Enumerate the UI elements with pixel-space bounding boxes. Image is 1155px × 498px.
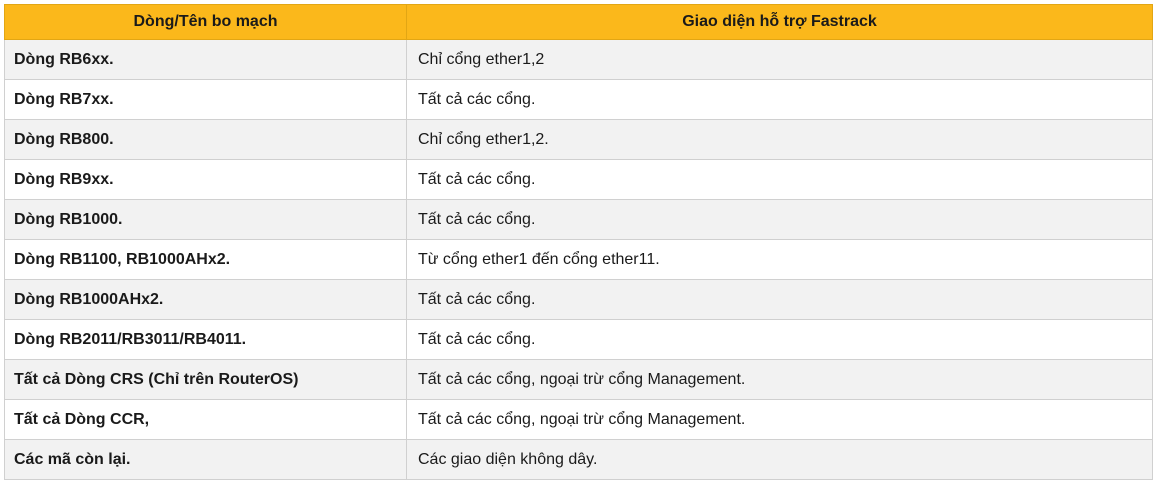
interfaces-cell: Các giao diện không dây. [407, 440, 1153, 480]
table-row [5, 280, 1153, 320]
fastrack-support-table [4, 4, 1153, 480]
table-row [5, 400, 1153, 440]
board-cell: Dòng RB7xx. [5, 80, 407, 120]
table-row [5, 240, 1153, 280]
interfaces-cell: Tất cả các cổng. [407, 160, 1153, 200]
board-cell: Dòng RB6xx. [5, 40, 407, 80]
board-cell: Dòng RB800. [5, 120, 407, 160]
interfaces-cell: Chỉ cổng ether1,2. [407, 120, 1153, 160]
table-row [5, 40, 1153, 80]
table-row [5, 160, 1153, 200]
interfaces-cell: Tất cả các cổng. [407, 200, 1153, 240]
table-header-row [5, 5, 1153, 40]
table-row [5, 360, 1153, 400]
board-cell: Tất cả Dòng CCR, [5, 400, 407, 440]
table-row [5, 80, 1153, 120]
board-cell: Các mã còn lại. [5, 440, 407, 480]
board-cell: Dòng RB2011/RB3011/RB4011. [5, 320, 407, 360]
header-interfaces: Giao diện hỗ trợ Fastrack [407, 5, 1153, 40]
interfaces-cell: Chỉ cổng ether1,2 [407, 40, 1153, 80]
board-cell: Dòng RB1000AHx2. [5, 280, 407, 320]
interfaces-cell: Tất cả các cổng. [407, 80, 1153, 120]
table-row [5, 320, 1153, 360]
table-row [5, 200, 1153, 240]
board-cell: Dòng RB1000. [5, 200, 407, 240]
table-row [5, 440, 1153, 480]
interfaces-cell: Tất cả các cổng. [407, 320, 1153, 360]
board-cell: Dòng RB1100, RB1000AHx2. [5, 240, 407, 280]
fastrack-support-table-container [4, 4, 1152, 480]
interfaces-cell: Tất cả các cổng, ngoại trừ cổng Management. [407, 400, 1153, 440]
interfaces-cell: Tất cả các cổng. [407, 280, 1153, 320]
table-row [5, 120, 1153, 160]
interfaces-cell: Từ cổng ether1 đến cổng ether11. [407, 240, 1153, 280]
header-board: Dòng/Tên bo mạch [5, 5, 407, 40]
interfaces-cell: Tất cả các cổng, ngoại trừ cổng Management. [407, 360, 1153, 400]
board-cell: Dòng RB9xx. [5, 160, 407, 200]
board-cell: Tất cả Dòng CRS (Chỉ trên RouterOS) [5, 360, 407, 400]
